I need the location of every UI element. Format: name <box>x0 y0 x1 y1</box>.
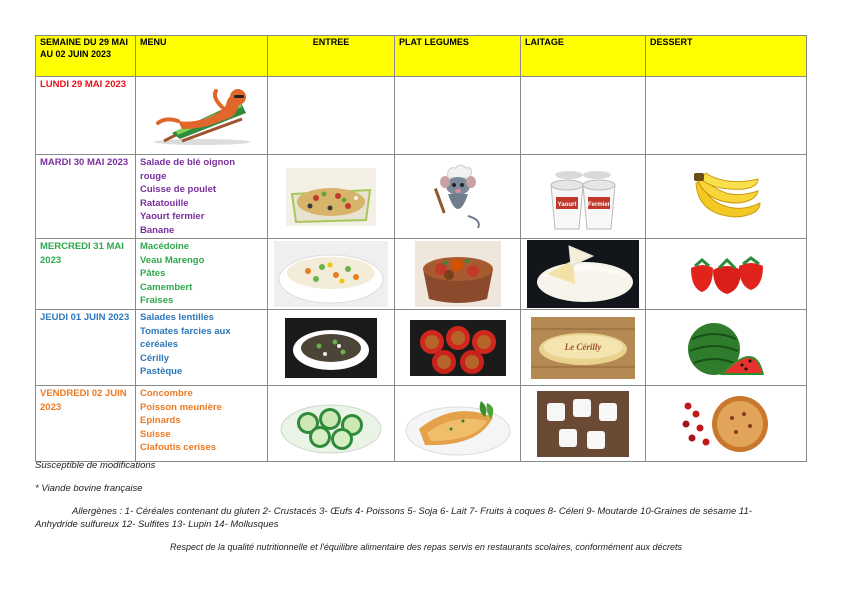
petit-suisse-image <box>521 386 646 462</box>
relaxing-character-image <box>136 77 268 155</box>
veau-marengo-image <box>395 239 521 310</box>
menu-item: Suisse <box>140 428 171 440</box>
cerilly-cheese-image <box>521 310 646 386</box>
menu-item: Poisson meunière <box>140 401 222 413</box>
weekly-menu-table <box>35 35 807 462</box>
clafoutis-image <box>646 386 807 462</box>
lentil-salad-image <box>268 310 395 386</box>
yogurt-label: Yaourt <box>557 201 577 208</box>
menu-friday <box>136 386 268 462</box>
menu-item: Salade de blé oignon rouge <box>140 157 236 182</box>
menu-item: Macédoine <box>140 241 190 252</box>
menu-item: Veau Marengo <box>140 254 205 266</box>
laitage-header: LAITAGE <box>521 36 646 77</box>
menu-header: MENU <box>136 36 268 77</box>
menu-thursday <box>136 310 268 386</box>
day-wednesday: MERCREDI 31 MAI 2023 <box>36 239 136 310</box>
table-row <box>36 310 807 386</box>
stuffed-tomatoes-image <box>395 310 521 386</box>
menu-wednesday <box>136 239 268 310</box>
yogurt-label: Fermier <box>587 201 611 208</box>
menu-item: Salades lentilles <box>140 312 214 323</box>
table-row <box>36 155 807 239</box>
menu-item: Camembert <box>140 281 193 293</box>
allergens-line-1: Allergènes : 1- Céréales contenant du gluten 2- Crustacés 3- Œufs 4- Poissons 5- Soja 6- Lait 7- Fruits à coques 8- Céleri 9- Moutarde 10-Graines de sésame 11- <box>72 506 752 517</box>
beef-origin-note: * Viande bovine française <box>35 483 143 494</box>
watermelon-image <box>646 310 807 386</box>
menu-item: Fraises <box>140 295 174 306</box>
menu-item: Yaourt fermier <box>140 211 205 222</box>
modification-note: Susceptible de modifications <box>35 460 156 471</box>
day-tuesday: MARDI 30 MAI 2023 <box>36 155 136 239</box>
table-row <box>36 239 807 310</box>
macedoine-image <box>268 239 395 310</box>
day-monday: LUNDI 29 MAI 2023 <box>36 77 136 155</box>
menu-tuesday <box>136 155 268 239</box>
menu-item: Tomates farcies aux céréales <box>140 325 231 350</box>
week-label: SEMAINE DU 29 MAI AU 02 JUIN 2023 <box>36 36 136 77</box>
menu-item: Ratatouille <box>140 197 189 209</box>
dessert-header: DESSERT <box>646 36 807 77</box>
menu-item: Epinards <box>140 415 181 426</box>
menu-item: Concombre <box>140 388 193 399</box>
day-thursday: JEUDI 01 JUIN 2023 <box>36 310 136 386</box>
yogurt-image <box>521 155 646 239</box>
camembert-image <box>521 239 646 310</box>
menu-item: Pâtes <box>140 268 166 279</box>
table-row <box>36 386 807 462</box>
menu-item: Cuisse de poulet <box>140 184 217 195</box>
ratatouille-mouse-image <box>395 155 521 239</box>
menu-item: Banane <box>140 224 175 236</box>
allergens-line-2: Anhydride sulfureux 12- Sulfites 13- Lupin 14- Mollusques <box>35 519 279 530</box>
entree-header: ENTREE <box>268 36 395 77</box>
wheat-salad-image <box>268 155 395 239</box>
menu-item: Pastèque <box>140 366 183 377</box>
table-row <box>36 77 807 155</box>
day-friday: VENDREDI 02 JUIN 2023 <box>36 386 136 462</box>
strawberry-image <box>646 239 807 310</box>
cheese-label: Le Cérilly <box>564 341 602 352</box>
plat-header: PLAT LEGUMES <box>395 36 521 77</box>
nutrition-statement: Respect de la qualité nutritionnelle et l'équilibre alimentaire des repas servis en restaurants scolaires, conformément aux décrets <box>170 542 682 552</box>
banana-image <box>646 155 807 239</box>
cucumber-image <box>268 386 395 462</box>
fish-meuniere-image <box>395 386 521 462</box>
menu-item: Cérilly <box>140 352 170 364</box>
menu-item: Clafoutis cerises <box>140 442 217 453</box>
header-row <box>36 36 807 77</box>
